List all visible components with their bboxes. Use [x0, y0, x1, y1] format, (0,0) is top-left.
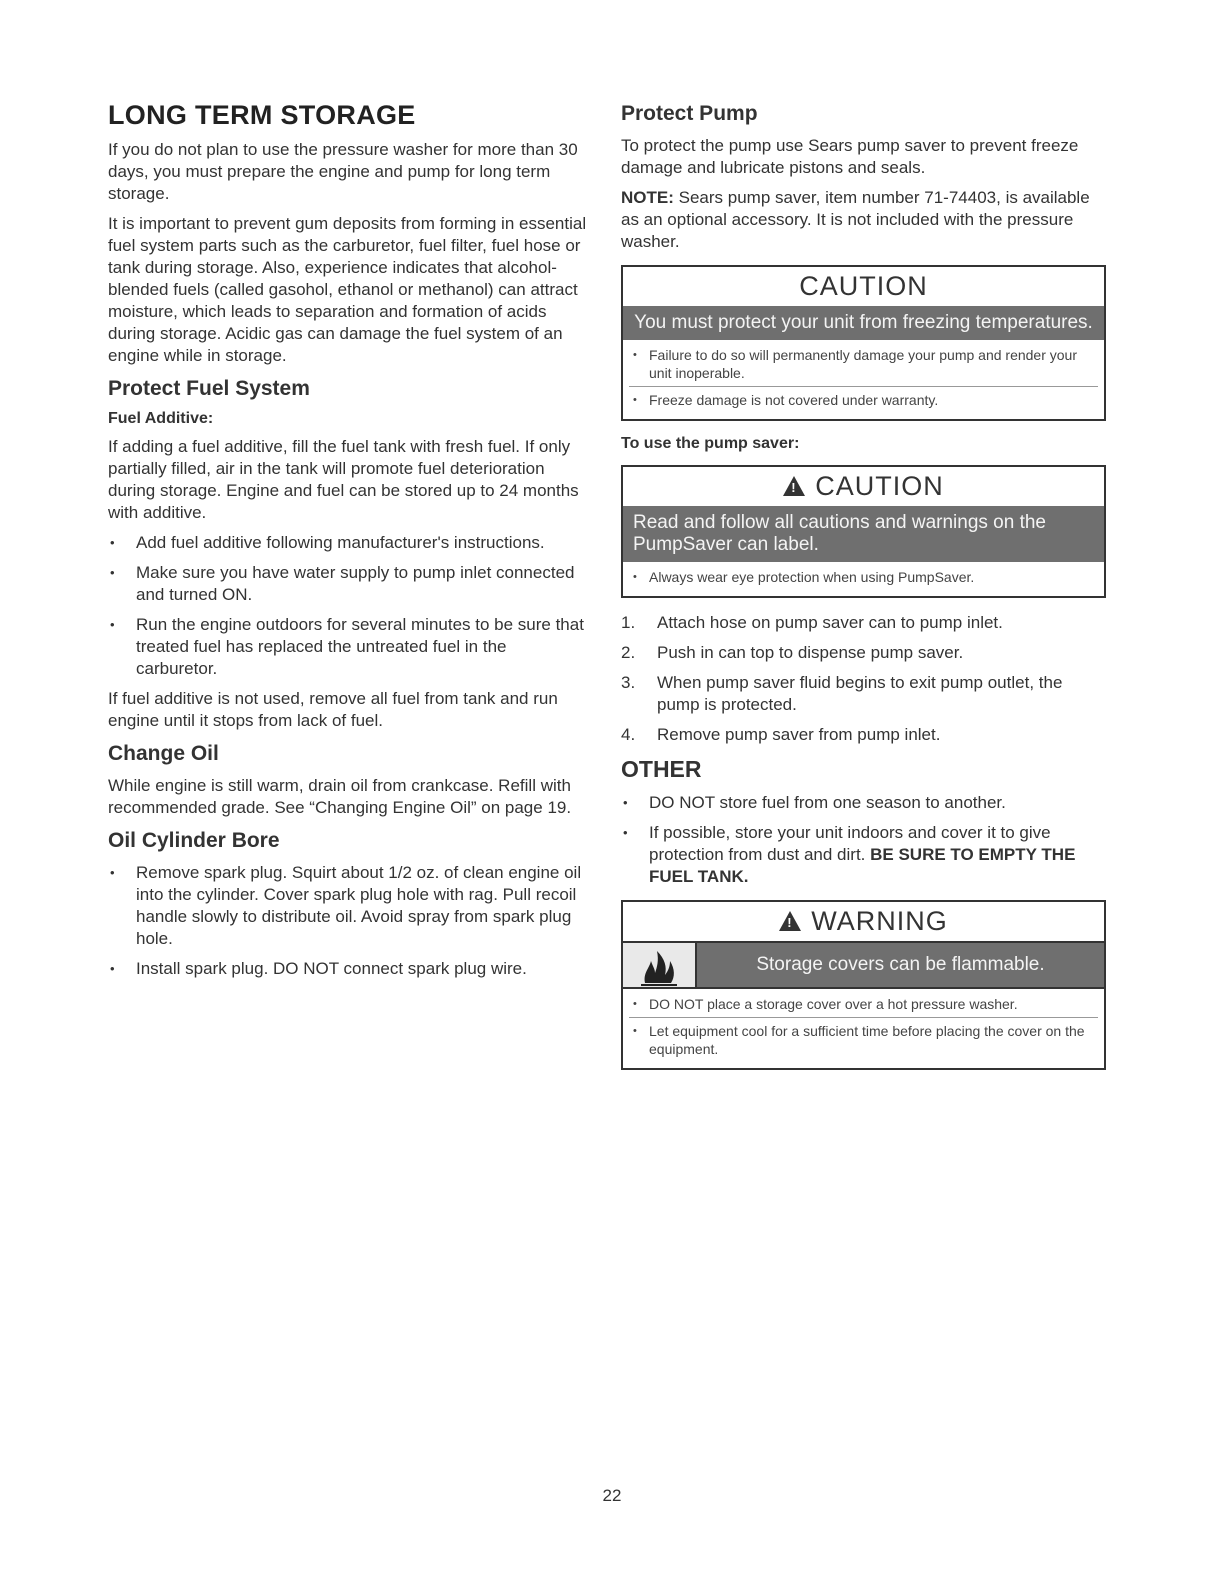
other-bullet-text: If possible, store your unit indoors and cover it to give protection from dust and dirt.: [649, 823, 1051, 864]
heading-protect-pump: Protect Pump: [621, 102, 758, 125]
protect-pump-paragraph: To protect the pump use Sears pump saver to prevent freeze damage and lubricate pistons and seals.: [621, 136, 1079, 177]
fuel-additive-list: [108, 532, 588, 680]
step-number: 3.: [621, 673, 636, 692]
warning-title-text: WARNING: [811, 906, 948, 936]
left-column: [108, 100, 588, 988]
right-column: [621, 102, 1106, 1084]
step-number: 4.: [621, 725, 636, 744]
heading-protect-fuel-system: Protect Fuel System: [108, 377, 310, 400]
use-pump-saver-label: To use the pump saver:: [621, 435, 800, 452]
heading-other: OTHER: [621, 756, 702, 782]
list-item: • DO NOT store fuel from one season to another.: [621, 792, 1106, 814]
step-text: Attach hose on pump saver can to pump inlet.: [657, 613, 1003, 632]
warning-title: [623, 902, 1104, 943]
caution-box-pumpsaver: [621, 465, 1106, 598]
list-item: • Failure to do so will permanently damage your pump and render your unit inoperable.: [629, 346, 1098, 382]
caution-box-freezing: [621, 265, 1106, 421]
caution-band: Read and follow all cautions and warnings on the PumpSaver can label.: [623, 506, 1104, 562]
divider: [629, 1017, 1098, 1018]
warning-band-row: [623, 943, 1104, 987]
warning-band: Storage covers can be flammable.: [697, 943, 1104, 987]
oil-cylinder-list: [108, 862, 588, 980]
pump-saver-steps: [621, 612, 1106, 746]
list-item: [621, 724, 1106, 746]
no-additive-paragraph: If fuel additive is not used, remove all fuel from tank and run engine until it stops from lack of fuel.: [108, 689, 558, 730]
caution-title: CAUTION: [799, 271, 928, 301]
empty-tank-emphasis: BE SURE TO EMPTY THE FUEL TANK.: [649, 845, 1076, 886]
step-text: Push in can top to dispense pump saver.: [657, 643, 964, 662]
caution-items: [623, 562, 1104, 596]
divider: [629, 386, 1098, 387]
list-item: • Remove spark plug. Squirt about 1/2 oz. of clean engine oil into the cylinder. Cover spark plug hole with rag. Pull recoil handle slowly to distribute oil. Avoid spray from spark plug hole.: [108, 862, 588, 950]
fuel-additive-paragraph: If adding a fuel additive, fill the fuel tank with fresh fuel. If only partially filled, air in the tank will promote fuel deterioration during storage. Engine and fuel can be stored up to 24 months with additive.: [108, 437, 579, 522]
note-label: NOTE:: [621, 188, 674, 207]
change-oil-paragraph: While engine is still warm, drain oil from crankcase. Refill with recommended grade. See “Changing Engine Oil” on page 19.: [108, 776, 572, 817]
caution-title: [623, 467, 1104, 506]
other-list: [621, 792, 1106, 888]
list-item: • Always wear eye protection when using PumpSaver.: [629, 568, 1098, 586]
note-text: Sears pump saver, item number 71-74403, is available as an optional accessory. It is not included with the pressure washer.: [621, 188, 1090, 251]
list-item: • DO NOT place a storage cover over a hot pressure washer.: [629, 995, 1098, 1013]
section-title-long-term-storage: LONG TERM STORAGE: [108, 100, 416, 130]
intro-paragraph-2: It is important to prevent gum deposits from forming in essential fuel system parts such as the carburetor, fuel filter, fuel hose or tank during storage. Also, experience indicates that alcohol-blended fuels (called gasohol, ethanol or methanol) can attract moisture, which leads to separation and formation of acids during storage. Acidic gas can damage the fuel system of an engine while in storage.: [108, 214, 587, 365]
list-item: • Freeze damage is not covered under warranty.: [629, 391, 1098, 409]
warning-box-flammable: [621, 900, 1106, 1070]
intro-paragraph-1: If you do not plan to use the pressure washer for more than 30 days, you must prepare the engine and pump for long term storage.: [108, 140, 578, 203]
step-text: When pump saver fluid begins to exit pump outlet, the pump is protected.: [657, 673, 1063, 714]
alert-triangle-icon: !: [779, 911, 801, 931]
list-item: • Add fuel additive following manufacturer's instructions.: [108, 532, 588, 554]
step-number: 1.: [621, 613, 636, 632]
list-item: [621, 672, 1106, 716]
step-number: 2.: [621, 643, 636, 662]
alert-triangle-icon: !: [783, 476, 805, 496]
caution-items: [623, 340, 1104, 419]
caution-title-text: CAUTION: [815, 471, 944, 501]
list-item: [621, 612, 1106, 634]
warning-items: [623, 987, 1104, 1068]
list-item: • Make sure you have water supply to pump inlet connected and turned ON.: [108, 562, 588, 606]
heading-change-oil: Change Oil: [108, 742, 219, 765]
step-text: Remove pump saver from pump inlet.: [657, 725, 941, 744]
list-item: • Run the engine outdoors for several minutes to be sure that treated fuel has replaced the untreated fuel in the carburetor.: [108, 614, 588, 680]
heading-oil-cylinder-bore: Oil Cylinder Bore: [108, 829, 280, 852]
page-number: 22: [602, 1486, 622, 1505]
list-item: [621, 822, 1106, 888]
caution-band: You must protect your unit from freezing temperatures.: [623, 306, 1104, 340]
list-item: [621, 642, 1106, 664]
fire-hazard-icon: [623, 943, 697, 987]
subheading-fuel-additive: Fuel Additive:: [108, 410, 214, 427]
list-item: • Let equipment cool for a sufficient time before placing the cover on the equipment.: [629, 1022, 1098, 1058]
list-item: • Install spark plug. DO NOT connect spark plug wire.: [108, 958, 588, 980]
note-paragraph: [621, 187, 1106, 253]
